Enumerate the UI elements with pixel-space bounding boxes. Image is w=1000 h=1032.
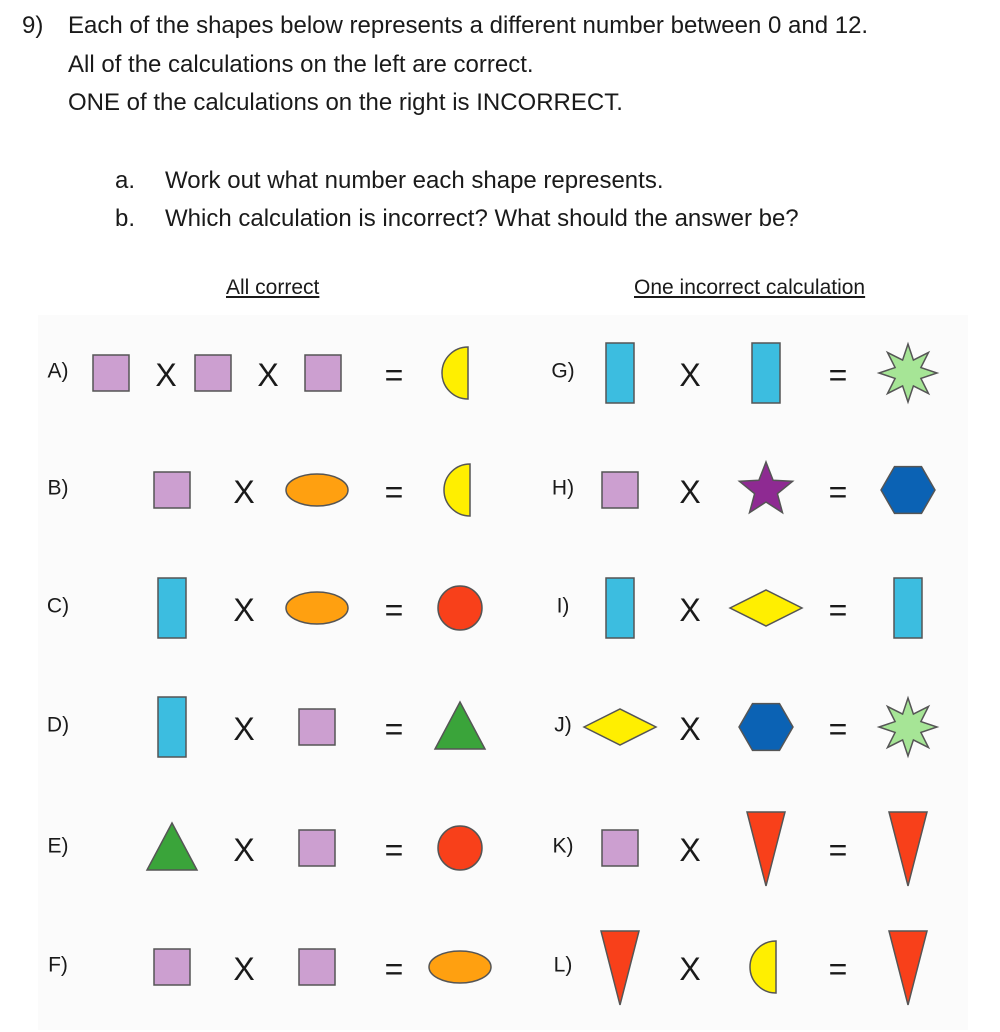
calc-l-term-2-half-circle-icon xyxy=(750,941,776,993)
task-a-label: a. xyxy=(115,167,136,194)
calc-e-equals: = xyxy=(384,832,404,868)
calc-l-equals: = xyxy=(828,951,848,987)
calc-j-times-1: X xyxy=(679,711,701,747)
calc-g-term-2-rectangle-icon xyxy=(752,343,780,403)
calc-c-term-1-rectangle-icon xyxy=(158,578,186,638)
calc-e-result-circle-icon xyxy=(438,826,482,870)
calc-e-term-2-square-icon xyxy=(299,830,335,866)
left-column-heading: All correct xyxy=(226,276,320,299)
calc-h-label: H) xyxy=(551,476,575,500)
calc-a-result-half-circle-icon xyxy=(442,347,468,399)
calc-a-times-1: X xyxy=(155,357,177,393)
calc-a-times-2: X xyxy=(257,357,279,393)
calc-a-equals: = xyxy=(384,357,404,393)
calc-a-term-1-square-icon xyxy=(93,355,129,391)
calc-i-term-1-rectangle-icon xyxy=(606,578,634,638)
calc-b-term-2-ellipse-icon xyxy=(286,474,348,506)
calc-c-label: C) xyxy=(46,594,70,618)
calc-a-term-3-square-icon xyxy=(305,355,341,391)
calc-i-times-1: X xyxy=(679,592,701,628)
calc-k-term-2-triangle-down-icon xyxy=(747,812,785,886)
calc-l-times-1: X xyxy=(679,951,701,987)
calc-e-times-1: X xyxy=(233,832,255,868)
calc-l-label: L) xyxy=(553,953,573,977)
calc-h-equals: = xyxy=(828,474,848,510)
calc-c-term-2-ellipse-icon xyxy=(286,592,348,624)
calc-d-times-1: X xyxy=(233,711,255,747)
calc-d-label: D) xyxy=(46,713,70,737)
calc-l-result-triangle-down-icon xyxy=(889,931,927,1005)
calc-b-times-1: X xyxy=(233,474,255,510)
calc-b-label: B) xyxy=(47,476,69,500)
calc-h-term-1-square-icon xyxy=(602,472,638,508)
calc-f-equals: = xyxy=(384,951,404,987)
calc-k-equals: = xyxy=(828,832,848,868)
calc-i-term-2-diamond-icon xyxy=(730,590,802,626)
question-line-3: ONE of the calculations on the right is INCORRECT. xyxy=(68,89,623,116)
calc-a-label: A) xyxy=(47,359,69,383)
calc-g-term-1-rectangle-icon xyxy=(606,343,634,403)
calc-h-times-1: X xyxy=(679,474,701,510)
calc-h-result-hexagon-icon xyxy=(881,467,935,514)
calc-g-times-1: X xyxy=(679,357,701,393)
calc-j-label: J) xyxy=(554,713,572,737)
calc-d-term-2-square-icon xyxy=(299,709,335,745)
task-a-text: Work out what number each shape represents. xyxy=(165,167,664,194)
calc-i-equals: = xyxy=(828,592,848,628)
calc-d-term-1-rectangle-icon xyxy=(158,697,186,757)
calc-f-times-1: X xyxy=(233,951,255,987)
calc-j-result-star8-icon xyxy=(879,698,937,756)
calc-i-label: I) xyxy=(556,594,570,618)
calc-i-result-rectangle-icon xyxy=(894,578,922,638)
task-b-label: b. xyxy=(115,205,136,232)
calc-b-equals: = xyxy=(384,474,404,510)
calc-j-term-2-hexagon-icon xyxy=(739,704,793,751)
calc-b-result-half-circle-icon xyxy=(444,464,470,516)
calc-j-term-1-diamond-icon xyxy=(584,709,656,745)
calc-f-label: F) xyxy=(48,953,68,977)
calc-k-label: K) xyxy=(552,834,574,858)
calc-g-equals: = xyxy=(828,357,848,393)
task-b-text: Which calculation is incorrect? What should the answer be? xyxy=(165,205,799,232)
calc-c-result-circle-icon xyxy=(438,586,482,630)
calc-e-term-1-triangle-icon xyxy=(147,823,197,870)
calc-e-label: E) xyxy=(47,834,69,858)
calc-c-equals: = xyxy=(384,592,404,628)
calc-h-term-2-star5-icon xyxy=(739,462,792,513)
calc-d-result-triangle-icon xyxy=(435,702,485,749)
calc-f-term-1-square-icon xyxy=(154,949,190,985)
calc-k-times-1: X xyxy=(679,832,701,868)
question-line-1: Each of the shapes below represents a different number between 0 and 12. xyxy=(68,12,869,39)
calc-a-term-2-square-icon xyxy=(195,355,231,391)
calc-k-result-triangle-down-icon xyxy=(889,812,927,886)
calc-f-result-ellipse-icon xyxy=(429,951,491,983)
calc-k-term-1-square-icon xyxy=(602,830,638,866)
calc-f-term-2-square-icon xyxy=(299,949,335,985)
calc-j-equals: = xyxy=(828,711,848,747)
calc-g-result-star8-icon xyxy=(879,344,937,402)
calc-b-term-1-square-icon xyxy=(154,472,190,508)
right-column-heading: One incorrect calculation xyxy=(634,276,866,299)
question-line-2: All of the calculations on the left are correct. xyxy=(68,51,534,78)
calc-d-equals: = xyxy=(384,711,404,747)
calc-g-label: G) xyxy=(551,359,575,383)
calc-l-term-1-triangle-down-icon xyxy=(601,931,639,1005)
calc-c-times-1: X xyxy=(233,592,255,628)
question-number: 9) xyxy=(22,12,44,39)
